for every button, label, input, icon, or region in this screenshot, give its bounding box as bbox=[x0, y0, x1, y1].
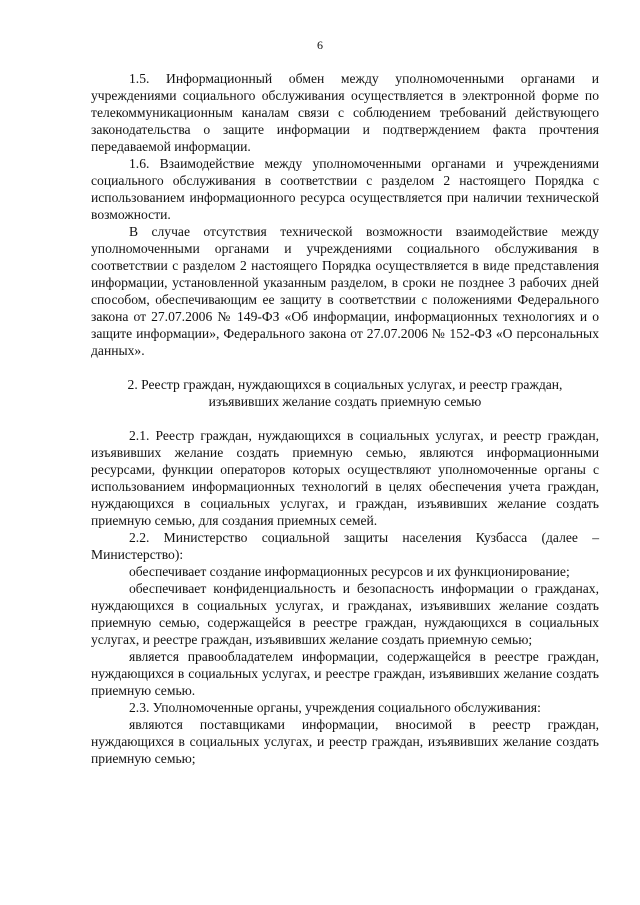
paragraph-1-6: 1.6. Взаимодействие между уполномоченными органами и учреждениями социального обслуживания в соответствии с разделом 2 настоящего Порядка с использованием информационного ресурса осуществляется при наличии технической возможности. bbox=[91, 156, 599, 222]
paragraph-1-5: 1.5. Информационный обмен между уполномоченными органами и учреждениями социального обслуживания осуществляется в электронной форме по телекоммуникационным каналам связи с соблюдением требований действующего законодательства о защите информации и подтверждением факта прочтения передаваемой информации. bbox=[91, 71, 599, 154]
section-heading: 2. Реестр граждан, нуждающихся в социальных услугах, и реестр граждан, изъявивших желание создать приемную семью bbox=[127, 377, 563, 409]
paragraph-2-2-item-3: является правообладателем информации, содержащейся в реестре граждан, нуждающихся в социальных услугах, и реестре граждан, изъявивших желание создать приемную семью. bbox=[91, 649, 599, 698]
paragraph-2-2-item-1: обеспечивает создание информационных ресурсов и их функционирование; bbox=[129, 564, 570, 579]
paragraph-2-2-item-2: обеспечивает конфиденциальность и безопасность информации о гражданах, нуждающихся в социальных услугах, и гражданах, изъявивших желание создать приемную семью, содержащейся в реестре граждан, нуждающихся в социальных услугах, и реестре граждан, изъявивших желание создать приемную семью; bbox=[91, 581, 599, 647]
paragraph-2-1: 2.1. Реестр граждан, нуждающихся в социальных услугах, и реестр граждан, изъявивших желание создать приемную семью, являются информационными ресурсами, функции операторов которых осуществляют уполномоченные органы с использованием информационных технологий в целях обеспечения учета граждан, нуждающихся в социальных услугах, и граждан, изъявивших желание создать приемную семью, для создания приемных семей. bbox=[91, 428, 599, 528]
paragraph-2-3-item-1: являются поставщиками информации, вносимой в реестр граждан, нуждающихся в социальных услугах, и реестр граждан, изъявивших желание создать приемную семью; bbox=[91, 717, 599, 766]
document-body bbox=[91, 70, 599, 767]
paragraph-2-3: 2.3. Уполномоченные органы, учреждения социального обслуживания: bbox=[129, 700, 541, 715]
paragraph-no-technical-possibility: В случае отсутствия технической возможности взаимодействие между уполномоченными органами и учреждениями социального обслуживания в соответствии с разделом 2 настоящего Порядка осуществляется в виде представления информации, установленной указанным разделом, в сроки не позднее 3 рабочих дней способом, обеспечивающим ее защиту в соответствии с положениями Федерального закона от 27.07.2006 № 149-ФЗ «Об информации, информационных технологиях и о защите информации», Федерального закона от 27.07.2006 № 152-ФЗ «О персональных данных». bbox=[91, 224, 599, 358]
page-number: 6 bbox=[317, 38, 323, 52]
paragraph-2-2: 2.2. Министерство социальной защиты населения Кузбасса (далее – Министерство): bbox=[91, 530, 599, 562]
